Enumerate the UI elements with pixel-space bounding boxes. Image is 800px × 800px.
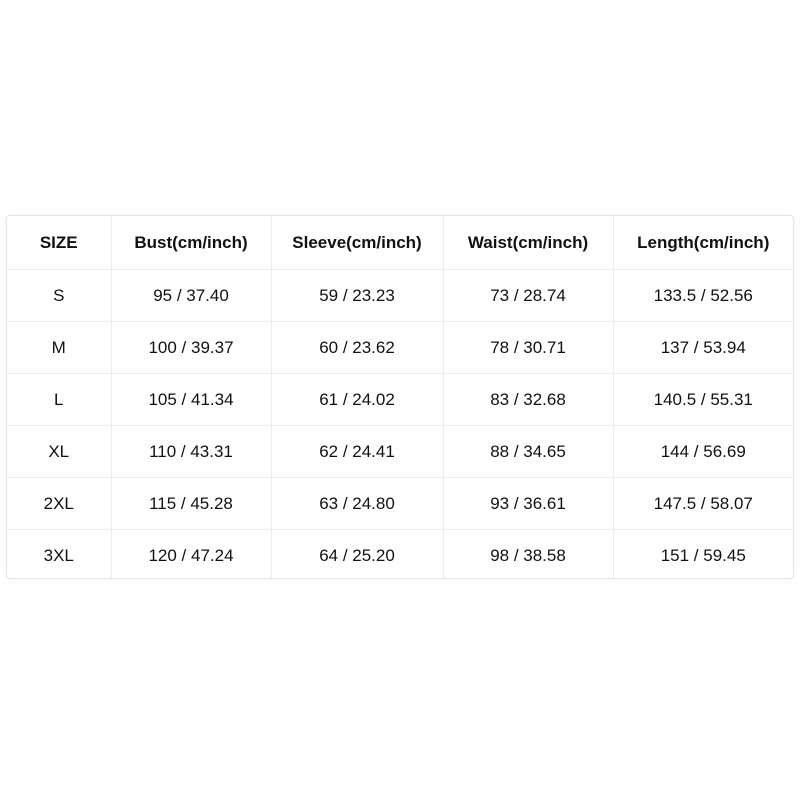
cell-size: 2XL [7,478,111,530]
header-sleeve: Sleeve(cm/inch) [271,216,443,270]
header-bust: Bust(cm/inch) [111,216,271,270]
header-length: Length(cm/inch) [613,216,793,270]
cell-sleeve: 59 / 23.23 [271,270,443,322]
table-row [7,374,793,426]
table-row [7,270,793,322]
table-header-row [7,216,793,270]
cell-bust: 120 / 47.24 [111,530,271,580]
table-row [7,322,793,374]
cell-waist: 98 / 38.58 [443,530,613,580]
header-waist: Waist(cm/inch) [443,216,613,270]
table-row [7,530,793,580]
cell-sleeve: 63 / 24.80 [271,478,443,530]
cell-bust: 115 / 45.28 [111,478,271,530]
size-chart-table [6,215,794,579]
cell-waist: 88 / 34.65 [443,426,613,478]
cell-length: 133.5 / 52.56 [613,270,793,322]
cell-sleeve: 60 / 23.62 [271,322,443,374]
size-table [7,216,793,579]
table-row [7,426,793,478]
cell-waist: 78 / 30.71 [443,322,613,374]
cell-size: L [7,374,111,426]
cell-bust: 105 / 41.34 [111,374,271,426]
cell-sleeve: 62 / 24.41 [271,426,443,478]
cell-bust: 110 / 43.31 [111,426,271,478]
cell-bust: 100 / 39.37 [111,322,271,374]
cell-size: XL [7,426,111,478]
cell-sleeve: 64 / 25.20 [271,530,443,580]
cell-size: M [7,322,111,374]
cell-waist: 93 / 36.61 [443,478,613,530]
cell-waist: 83 / 32.68 [443,374,613,426]
cell-size: 3XL [7,530,111,580]
cell-sleeve: 61 / 24.02 [271,374,443,426]
cell-length: 151 / 59.45 [660,545,746,565]
table-row [7,478,793,530]
cell-length: 144 / 56.69 [613,426,793,478]
cell-length: 137 / 53.94 [613,322,793,374]
cell-size: S [7,270,111,322]
cell-length: 147.5 / 58.07 [613,478,793,530]
cell-length: 140.5 / 55.31 [613,374,793,426]
header-size: SIZE [7,216,111,270]
cell-waist: 73 / 28.74 [443,270,613,322]
cell-bust: 95 / 37.40 [111,270,271,322]
